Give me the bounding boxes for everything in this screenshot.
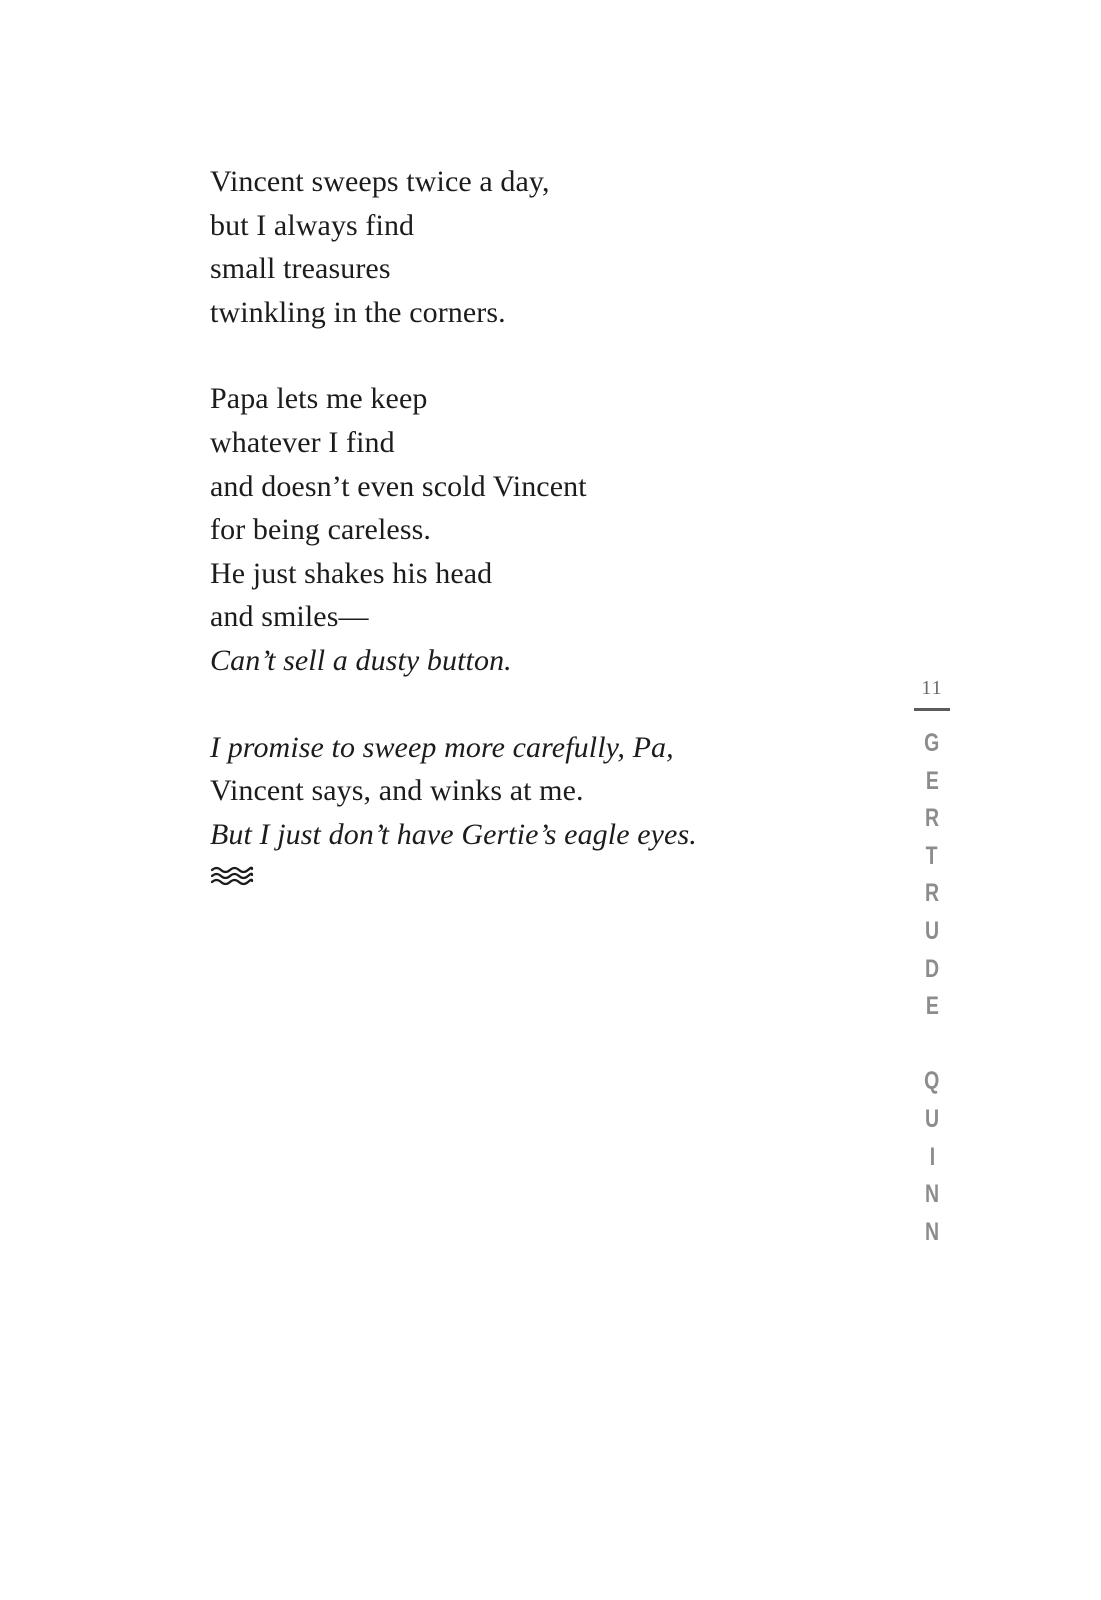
running-head-letter: R — [924, 804, 940, 833]
page-number: 11 — [921, 677, 943, 699]
stanza — [210, 160, 850, 334]
poem-line: and smiles— — [210, 600, 369, 634]
poem-line: small treasures — [210, 252, 391, 286]
poem-line: twinkling in the corners. — [210, 295, 506, 329]
running-head-space — [929, 1026, 934, 1064]
poem-line-italic: But I just don’t have Gertie’s eagle eyes. — [210, 817, 697, 851]
stanza — [210, 726, 850, 857]
running-head-letter: U — [924, 916, 940, 945]
poem-line: for being careless. — [210, 513, 431, 547]
poem-line: whatever I find — [210, 425, 395, 459]
page-sidebar — [914, 676, 950, 1251]
running-head-letter: R — [924, 879, 940, 908]
running-head-letter: N — [924, 1217, 940, 1246]
running-head-letter: T — [926, 841, 938, 870]
running-head-letter: D — [924, 954, 940, 983]
running-head-letter: E — [925, 766, 939, 795]
poem-line-italic: I promise to sweep more carefully, Pa, — [210, 730, 674, 764]
sidebar-rule — [914, 708, 950, 711]
running-head — [914, 725, 950, 1251]
poem — [210, 160, 850, 886]
running-head-letter: N — [924, 1180, 940, 1209]
running-head-letter: I — [929, 1142, 935, 1171]
poem-line: but I always find — [210, 208, 415, 242]
stanza — [210, 377, 850, 682]
running-head-letter: E — [925, 992, 939, 1021]
wave-ornament-icon — [210, 864, 254, 886]
poem-line: He just shakes his head — [210, 556, 493, 590]
poem-line: Papa lets me keep — [210, 382, 428, 416]
poem-line: and doesn’t even scold Vincent — [210, 469, 587, 503]
running-head-letter: Q — [924, 1067, 940, 1096]
running-head-letter: G — [924, 729, 940, 757]
poem-line: Vincent says, and winks at me. — [210, 774, 584, 808]
poem-line-italic: Can’t sell a dusty button. — [210, 643, 512, 677]
poem-line: Vincent sweeps twice a day, — [210, 165, 550, 198]
running-head-letter: U — [924, 1104, 940, 1133]
